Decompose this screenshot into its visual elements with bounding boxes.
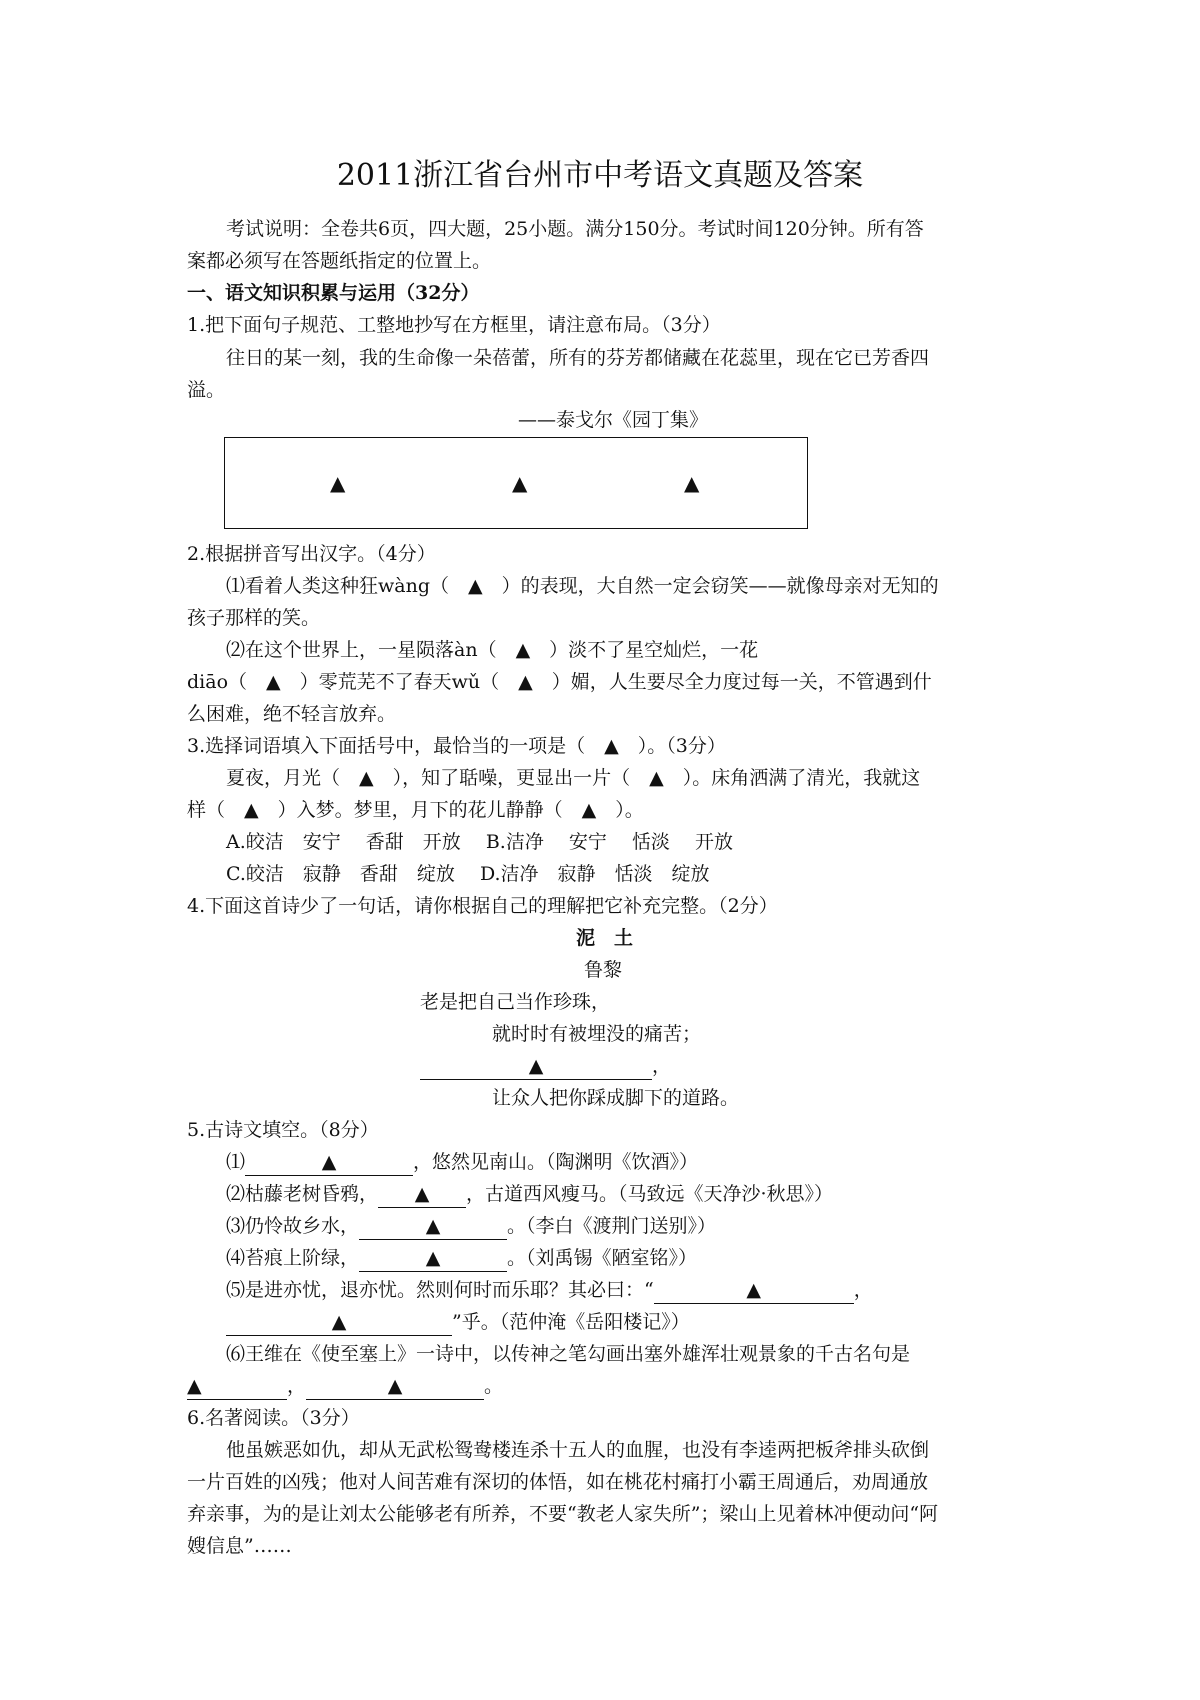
fill-blank[interactable] — [226, 1309, 452, 1336]
q2-part2-line-3: 么困难，绝不轻言放弃。 — [187, 703, 397, 725]
q5-item-6-line-1: ⑹王维在《使至塞上》一诗中，以传神之笔勾画出塞外雄浑壮观景象的千古名句是 — [226, 1343, 911, 1365]
q5-item-1 — [226, 1149, 698, 1176]
item-text: 。（李白《渡荆门送别》） — [507, 1215, 717, 1237]
q6-line-1: 他虽嫉恶如仇，却从无武松鸳鸯楼连杀十五人的血腥，也没有李逵两把板斧排头砍倒 — [226, 1439, 930, 1461]
section-heading-1: 一、语文知识积累与运用（32分） — [187, 282, 480, 304]
q1-text-line-2: 溢。 — [187, 379, 226, 401]
answer-marker: ▲ — [425, 1215, 441, 1237]
q2-part2-line-1: ⑵在这个世界上，一星陨落àn（ ▲ ）淡不了星空灿烂，一花 — [226, 639, 759, 661]
poem-blank[interactable] — [420, 1053, 652, 1080]
answer-marker: ▲ — [331, 1311, 347, 1333]
q5-item-5-line-1 — [226, 1277, 873, 1304]
q5-item-2 — [226, 1181, 833, 1208]
answer-marker: ▲ — [187, 1375, 202, 1397]
answer-marker: ▲ — [528, 1055, 544, 1077]
item-text: ⑶仍怜故乡水， — [226, 1215, 360, 1237]
q5-item-5-line-2 — [226, 1309, 690, 1336]
item-number: ⑴ — [226, 1151, 246, 1173]
q3-text-line-1: 夏夜，月光（ ▲ ），知了聒噪，更显出一片（ ▲ ）。床角洒满了清光，我就这 — [226, 767, 921, 789]
item-text: ，古道西风瘦马。（马致远《天净沙·秋思》） — [466, 1183, 834, 1205]
item-text: ， — [853, 1279, 873, 1301]
q5-item-3 — [226, 1213, 716, 1240]
q3-text-line-2: 样（ ▲ ）入梦。梦里，月下的花儿静静（ ▲ ）。 — [187, 799, 644, 821]
intro-line-1: 考试说明：全卷共6页，四大题，25小题。满分150分。考试时间120分钟。所有答 — [226, 218, 924, 240]
intro-line-2: 案都必须写在答题纸指定的位置上。 — [187, 250, 492, 272]
q1-stem: 1.把下面句子规范、工整地抄写在方框里，请注意布局。（3分） — [187, 314, 721, 336]
answer-marker: ▲ — [330, 471, 346, 495]
q2-stem: 2.根据拼音写出汉字。（4分） — [187, 543, 436, 565]
fill-blank[interactable] — [187, 1373, 287, 1400]
q5-item-4 — [226, 1245, 697, 1272]
item-text: ⑵枯藤老树昏鸦， — [226, 1183, 379, 1205]
poem-author: 鲁黎 — [584, 959, 623, 981]
answer-marker: ▲ — [425, 1247, 441, 1269]
q2-part1-line-1: ⑴看着人类这种狂wàng（ ▲ ）的表现，大自然一定会窃笑——就像母亲对无知的 — [226, 575, 939, 597]
fill-blank[interactable] — [359, 1213, 507, 1240]
poem-line-3-punct: ， — [652, 1055, 672, 1077]
answer-marker: ▲ — [414, 1183, 430, 1205]
q1-attribution: ——泰戈尔《园丁集》 — [518, 409, 709, 431]
answer-marker: ▲ — [746, 1279, 762, 1301]
item-text: ，悠然见南山。（陶渊明《饮酒》） — [413, 1151, 699, 1173]
q6-stem: 6.名著阅读。（3分） — [187, 1407, 360, 1429]
fill-blank[interactable] — [654, 1277, 854, 1304]
item-text: ”乎。（范仲淹《岳阳楼记》） — [452, 1311, 690, 1333]
fill-blank[interactable] — [359, 1245, 507, 1272]
q5-item-6-line-2 — [187, 1373, 503, 1400]
item-text: 。 — [484, 1375, 504, 1397]
item-text: ⑷苔痕上阶绿， — [226, 1247, 360, 1269]
q3-options-line-1: A.皎洁 安宁 香甜 开放 B.洁净 安宁 恬淡 开放 — [226, 831, 733, 853]
item-text: 。（刘禹锡《陋室铭》） — [507, 1247, 698, 1269]
answer-marker: ▲ — [684, 471, 700, 495]
item-text: ⑸是进亦忧，退亦忧。然则何时而乐耶？其必曰：“ — [226, 1279, 654, 1301]
q3-options-line-2: C.皎洁 寂静 香甜 绽放 D.洁净 寂静 恬淡 绽放 — [226, 863, 710, 885]
q6-line-4: 嫂信息”…… — [187, 1535, 292, 1557]
q6-line-2: 一片百姓的凶残；他对人间苦难有深切的体悟，如在桃花村痛打小霸王周通后，劝周通放 — [187, 1471, 929, 1493]
poem-title: 泥 土 — [576, 927, 634, 949]
q5-stem: 5.古诗文填空。（8分） — [187, 1119, 379, 1141]
poem-line-3 — [420, 1053, 671, 1080]
answer-marker: ▲ — [321, 1151, 337, 1173]
q2-part1-line-2: 孩子那样的笑。 — [187, 607, 321, 629]
q2-part2-line-2: diāo（ ▲ ）零荒芜不了春天wǔ（ ▲ ）媚，人生要尽全力度过每一关，不管遇到什 — [187, 671, 932, 693]
poem-line-2: 就时时有被埋没的痛苦； — [492, 1023, 702, 1045]
poem-line-4: 让众人把你踩成脚下的道路。 — [492, 1087, 740, 1109]
fill-blank[interactable] — [378, 1181, 466, 1208]
answer-marker: ▲ — [387, 1375, 403, 1397]
q6-line-3: 弃亲事，为的是让刘太公能够老有所养，不要“教老人家失所”；梁山上见着林冲便动问“阿 — [187, 1503, 939, 1525]
q3-stem: 3.选择词语填入下面括号中，最恰当的一项是（ ▲ ）。（3分） — [187, 735, 726, 757]
item-text: ， — [287, 1375, 307, 1397]
page-title: 2011浙江省台州市中考语文真题及答案 — [336, 158, 864, 193]
answer-marker: ▲ — [512, 471, 528, 495]
fill-blank[interactable] — [306, 1373, 484, 1400]
q4-stem: 4.下面这首诗少了一句话，请你根据自己的理解把它补充完整。（2分） — [187, 895, 778, 917]
poem-line-1: 老是把自己当作珍珠， — [420, 991, 611, 1013]
fill-blank[interactable] — [245, 1149, 413, 1176]
q1-text-line-1: 往日的某一刻，我的生命像一朵蓓蕾，所有的芬芳都储藏在花蕊里，现在它已芳香四 — [226, 347, 930, 369]
